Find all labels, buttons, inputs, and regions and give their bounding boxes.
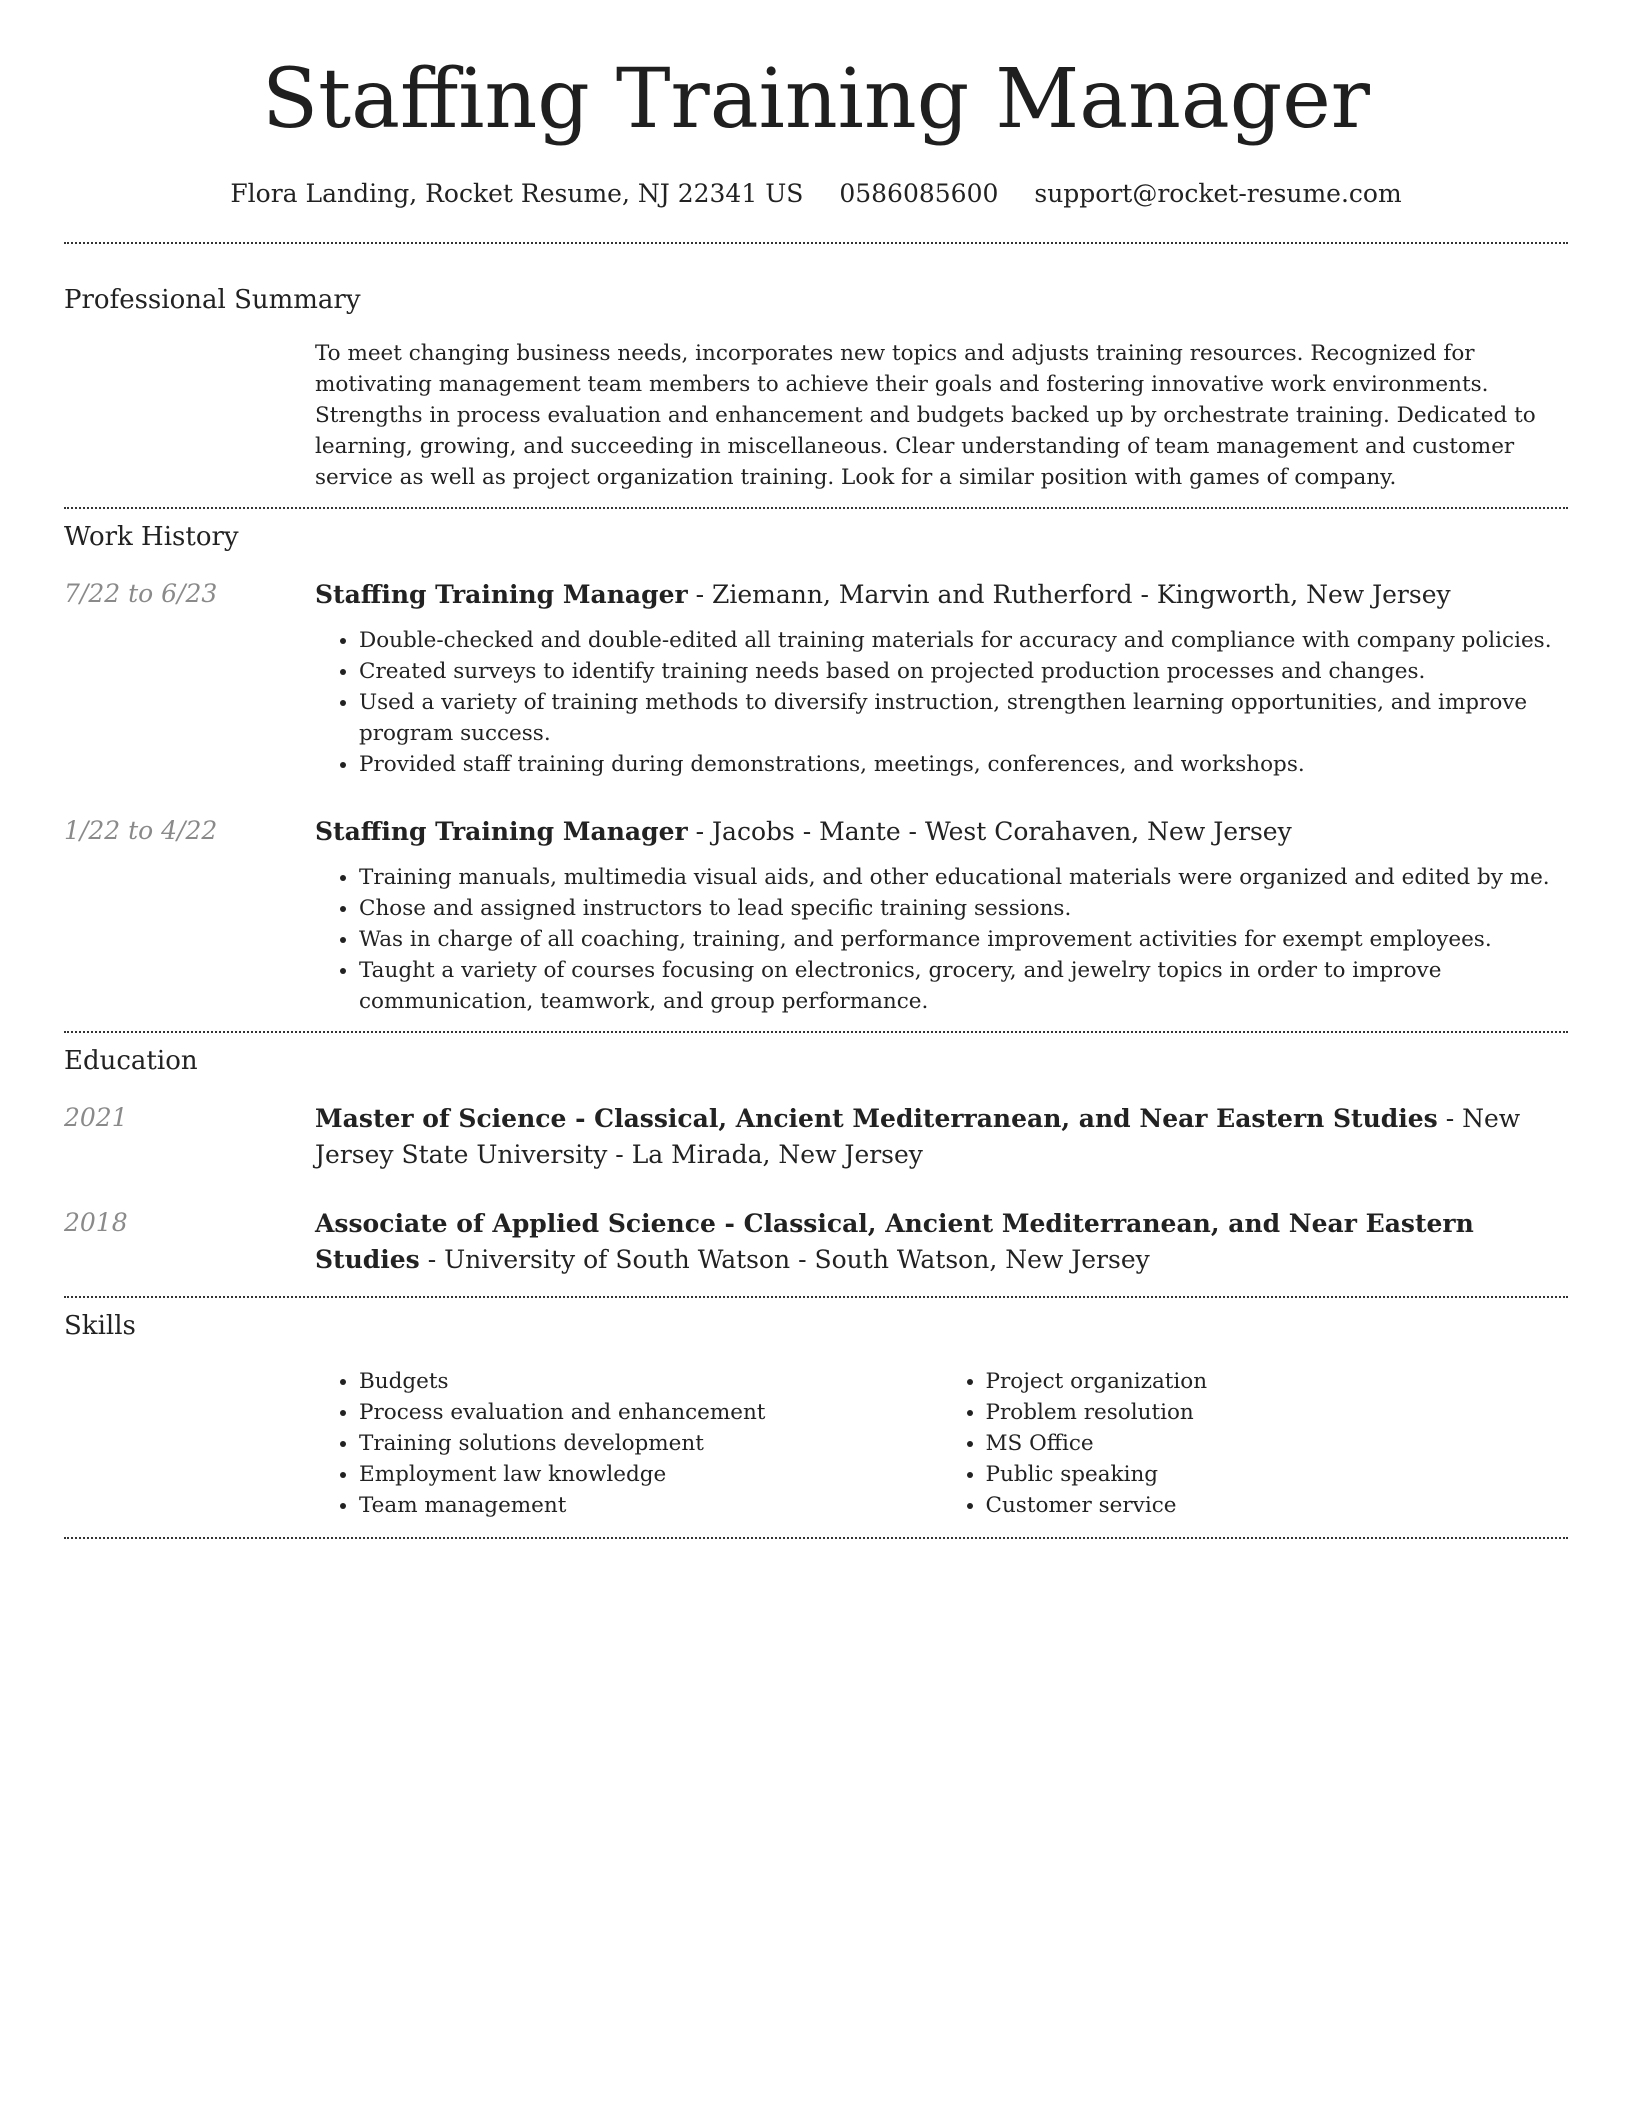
list-item: • Created surveys to identify training needs based on projected production processes and changes. bbox=[359, 656, 1568, 687]
education-school: - University of South Watson - South Watson, New Jersey bbox=[419, 1245, 1150, 1274]
education-details bbox=[315, 1206, 1568, 1278]
list-item: • Training manuals, multimedia visual aids, and other educational materials were organized and edited by me. bbox=[359, 862, 1568, 893]
job-title: Staffing Training Manager bbox=[315, 817, 688, 846]
skills-divider bbox=[64, 1537, 1568, 1539]
contact-phone: 0586085600 bbox=[839, 179, 999, 208]
page-title: Staffing Training Manager bbox=[261, 52, 1371, 147]
job-bullets bbox=[315, 625, 1568, 780]
work-history-heading: Work History bbox=[64, 522, 239, 552]
summary-row bbox=[64, 338, 1568, 493]
job-title: Staffing Training Manager bbox=[315, 580, 688, 609]
job-entry bbox=[64, 577, 1568, 780]
job-employer: - Jacobs - Mante - West Corahaven, New Jersey bbox=[687, 817, 1292, 846]
job-employer: - Ziemann, Marvin and Rutherford - Kingworth, New Jersey bbox=[687, 580, 1451, 609]
summary-heading: Professional Summary bbox=[64, 285, 361, 315]
job-heading bbox=[315, 814, 1568, 850]
list-item: • Training solutions development bbox=[359, 1428, 942, 1459]
list-item: • Chose and assigned instructors to lead specific training sessions. bbox=[359, 893, 1568, 924]
skills-list-left bbox=[315, 1366, 942, 1521]
job-details bbox=[315, 577, 1568, 780]
education-year: 2018 bbox=[64, 1208, 128, 1237]
job-heading bbox=[315, 577, 1568, 613]
skills-row bbox=[64, 1366, 1568, 1521]
resume-header bbox=[64, 0, 1568, 210]
list-item: • Team management bbox=[359, 1490, 942, 1521]
contact-email: support@rocket-resume.com bbox=[1034, 179, 1402, 208]
summary-text: To meet changing business needs, incorporates new topics and adjusts training resources. Recognized for motivating management team members to achieve their goals and fostering innovative work environments. Strengths in process evaluation and enhancement and budgets backed up by orchestrate training. Dedicated to learning, growing, and succeeding in miscellaneous. Clear understanding of team management and customer service as well as project organization training. Look for a similar position with games of company. bbox=[315, 341, 1536, 490]
list-item: • Problem resolution bbox=[986, 1397, 1569, 1428]
education-school: - New Jersey State University - La Mirada, New Jersey bbox=[315, 1104, 1521, 1169]
list-item: • Budgets bbox=[359, 1366, 942, 1397]
education-degree: Associate of Applied Science - Classical, Ancient Mediterranean, and Near Eastern Studies bbox=[315, 1209, 1474, 1274]
list-item: • Was in charge of all coaching, training, and performance improvement activities for exempt employees. bbox=[359, 924, 1568, 955]
job-bullets bbox=[315, 862, 1568, 1017]
list-item: • Public speaking bbox=[986, 1459, 1569, 1490]
contact-line bbox=[64, 178, 1568, 210]
summary-left-spacer bbox=[64, 338, 315, 493]
education-heading: Education bbox=[64, 1046, 198, 1076]
list-item: • Customer service bbox=[986, 1490, 1569, 1521]
skills-list-right bbox=[942, 1366, 1569, 1521]
list-item: • Project organization bbox=[986, 1366, 1569, 1397]
education-entry bbox=[64, 1101, 1568, 1173]
list-item: • Used a variety of training methods to diversify instruction, strengthen learning opportunities, and improve program success. bbox=[359, 687, 1568, 749]
skills-lists bbox=[315, 1366, 1568, 1521]
education-degree: Master of Science - Classical, Ancient Mediterranean, and Near Eastern Studies bbox=[315, 1104, 1438, 1133]
education-details bbox=[315, 1101, 1568, 1173]
contact-address: Flora Landing, Rocket Resume, NJ 22341 US bbox=[230, 179, 804, 208]
summary-body bbox=[315, 338, 1568, 493]
education-year: 2021 bbox=[64, 1103, 128, 1132]
job-entry bbox=[64, 814, 1568, 1017]
skills-section bbox=[64, 1298, 1568, 1521]
job-details bbox=[315, 814, 1568, 1017]
job-dates: 7/22 to 6/23 bbox=[64, 579, 218, 608]
summary-section bbox=[64, 244, 1568, 493]
education-section bbox=[64, 1033, 1568, 1278]
list-item: • Double-checked and double-edited all training materials for accuracy and compliance with company policies. bbox=[359, 625, 1568, 656]
education-heading-text bbox=[315, 1101, 1568, 1173]
list-item: • Provided staff training during demonstrations, meetings, conferences, and workshops. bbox=[359, 749, 1568, 780]
skills-left-spacer bbox=[64, 1366, 315, 1521]
list-item: • Taught a variety of courses focusing on electronics, grocery, and jewelry topics in order to improve communication, teamwork, and group performance. bbox=[359, 955, 1568, 1017]
skills-heading: Skills bbox=[64, 1311, 136, 1341]
education-entry bbox=[64, 1206, 1568, 1278]
education-heading-text bbox=[315, 1206, 1568, 1278]
list-item: • MS Office bbox=[986, 1428, 1569, 1459]
work-history-section bbox=[64, 509, 1568, 1017]
list-item: • Process evaluation and enhancement bbox=[359, 1397, 942, 1428]
list-item: • Employment law knowledge bbox=[359, 1459, 942, 1490]
job-dates: 1/22 to 4/22 bbox=[64, 816, 218, 845]
